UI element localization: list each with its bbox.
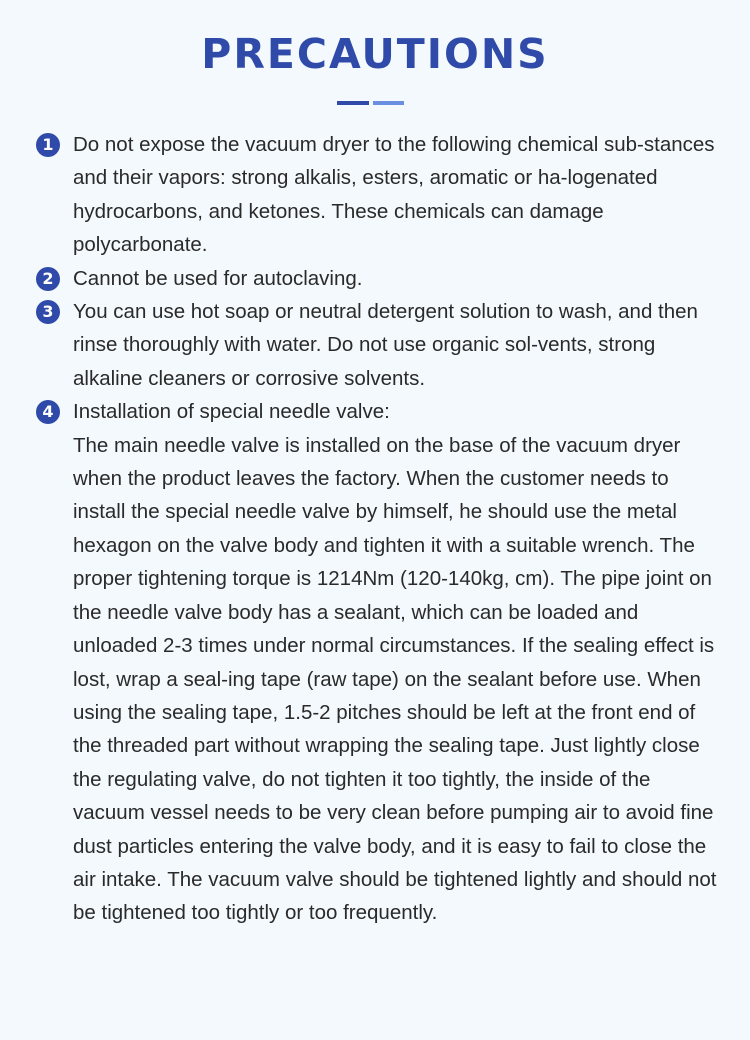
precaution-text: Do not expose the vacuum dryer to the following chemical sub-stances and their vapors: strong alkalis, esters, aromatic or ha-logenated hydrocarbons, and ketones. These chemicals can damage polycarbonate.	[73, 133, 715, 257]
precaution-item	[36, 295, 726, 395]
divider-segment-light	[373, 101, 404, 105]
number-badge-icon: 1	[36, 133, 60, 157]
precaution-subheading: Installation of special needle valve:	[73, 400, 390, 424]
precaution-text: The main needle valve is installed on the base of the vacuum dryer when the product leaves the factory. When the customer needs to install the special needle valve by himself, he should use the metal hexagon on the valve body and tighten it with a suitable wrench. The proper tightening torque is 1214Nm (120-140kg, cm). The pipe joint on the needle valve body has a sealant, which can be loaded and unloaded 2-3 times under normal circumstances. If the sealing effect is lost, wrap a seal-ing tape (raw tape) on the sealant before use. When using the sealing tape, 1.5-2 pitches should be left at the front end of the threaded part without wrapping the sealing tape. Just lightly close the regulating valve, do not tighten it too tightly, the inside of the vacuum vessel needs to be very clean before pumping air to avoid fine dust particles entering the valve body, and it is easy to fail to close the air intake. The vacuum valve should be tightened lightly and should not be tightened too tightly or too frequently.	[73, 433, 717, 925]
precaution-item	[36, 395, 726, 930]
title-divider	[337, 101, 404, 105]
precautions-list	[36, 128, 726, 930]
precaution-text: Cannot be used for autoclaving.	[73, 266, 363, 290]
number-badge-icon: 4	[36, 400, 60, 424]
page-title: PRECAUTIONS	[201, 30, 549, 78]
precaution-text: You can use hot soap or neutral detergent solution to wash, and then rinse thoroughly with water. Do not use organic sol-vents, strong alkaline cleaners or corrosive solvents.	[73, 300, 698, 390]
divider-segment-dark	[337, 101, 369, 105]
number-badge-icon: 2	[36, 267, 60, 291]
precaution-item	[36, 128, 726, 262]
precaution-item	[36, 262, 726, 295]
number-badge-icon: 3	[36, 300, 60, 324]
